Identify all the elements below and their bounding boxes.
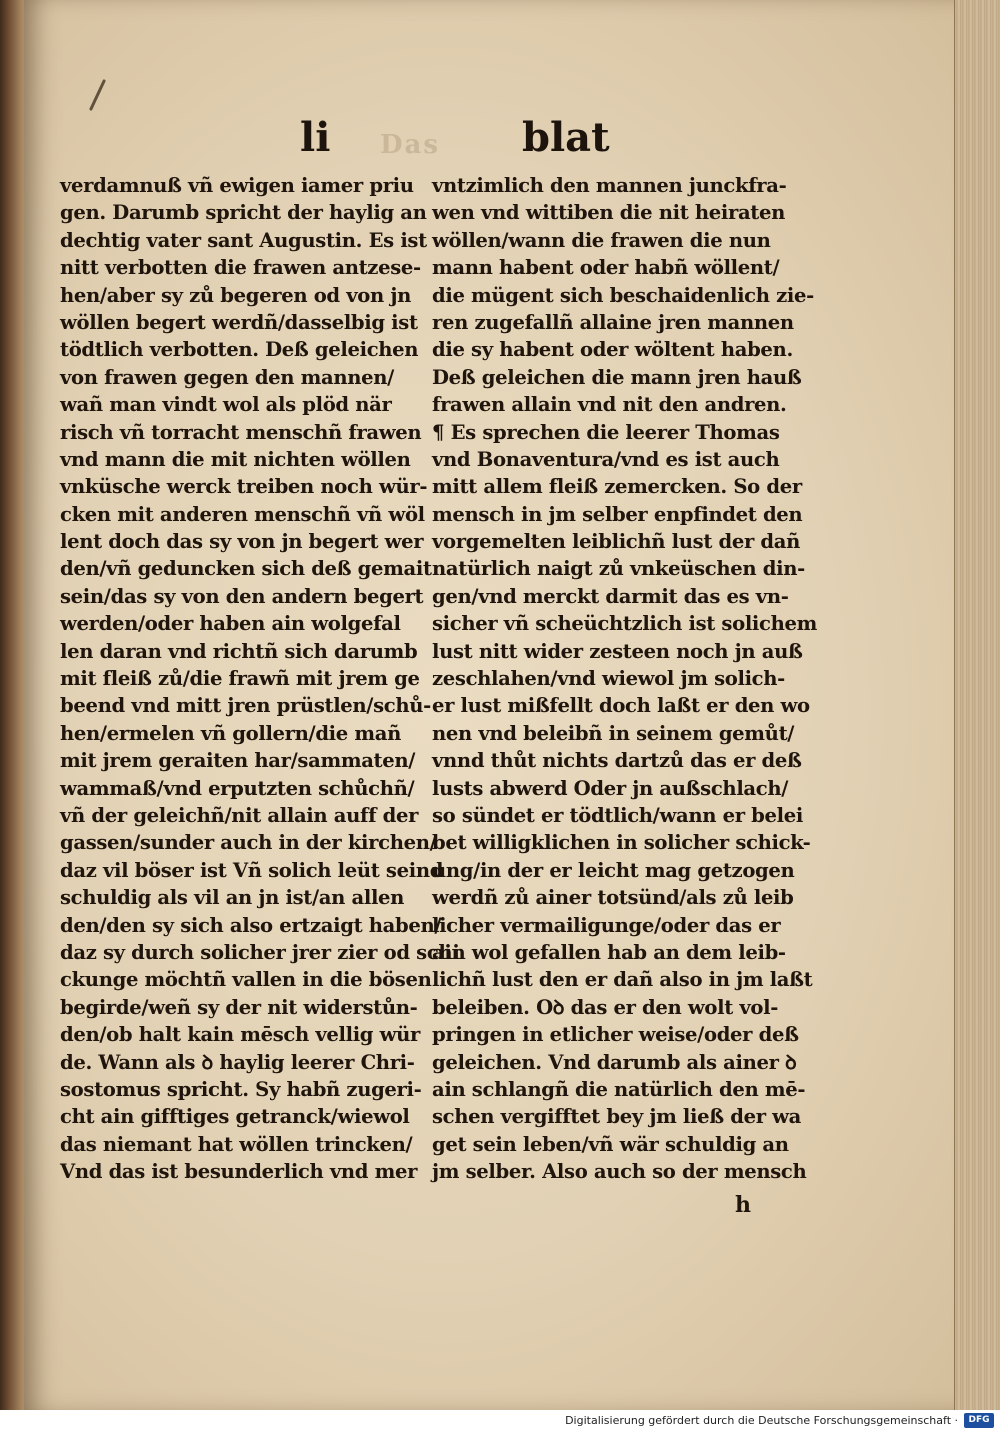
text-line: vñ der geleichñ/nit allain auff der	[60, 803, 419, 827]
text-line: mensch in jm selber enpfindet den	[432, 502, 803, 526]
text-line: cken mit anderen menschñ vñ wöl	[60, 502, 425, 526]
text-line: gen. Darumb spricht der haylig an	[60, 201, 427, 225]
text-line: ¶ Es sprechen die leerer Thomas	[432, 420, 780, 444]
text-line: wammaß/vnd erputzten schůchñ/	[60, 776, 415, 800]
text-line: ckunge möchtñ vallen in die bösen	[60, 968, 432, 992]
text-line: len daran vnd richtñ sich darumb	[60, 639, 418, 663]
show-through-text: Das	[380, 130, 441, 160]
text-line: sein/das sy von den andern begert	[60, 584, 424, 608]
text-line: sicher vñ scheüchtzlich ist solichem	[432, 612, 817, 636]
text-line: zeschlahen/vnd wiewol jm solich-	[432, 667, 785, 691]
text-line: von frawen gegen den mannen/	[60, 365, 394, 389]
text-line: dechtig vater sant Augustin. Es ist	[60, 228, 427, 252]
text-line: begirde/weñ sy der nit widerstůn-	[60, 995, 418, 1019]
page-edges	[954, 0, 1000, 1410]
text-line: risch vñ torracht menschñ frawen	[60, 420, 422, 444]
text-line: den/den sy sich also ertzaigt haben/	[60, 913, 442, 937]
text-line: wöllen begert werdñ/dasselbig ist	[60, 310, 418, 334]
text-line: mitt allem fleiß zemercken. So der	[432, 475, 802, 499]
text-line: so sündet er tödtlich/wann er belei	[432, 803, 803, 827]
folio-number: li	[300, 114, 331, 161]
text-line: den/vñ geduncken sich deß gemait	[60, 557, 432, 581]
text-line: lent doch das sy von jn begert wer	[60, 530, 424, 554]
text-line: gassen/sunder auch in der kirchen/	[60, 831, 437, 855]
text-line: natürlich naigt zů vnkeüschen din-	[432, 557, 805, 581]
text-line: Deß geleichen die mann jren hauß	[432, 365, 802, 389]
text-line: hen/aber sy zů begeren od von jn	[60, 283, 411, 307]
text-line: frawen allain vnd nit den andren.	[432, 393, 787, 417]
text-line: cht ain gifftiges getranck/wiewol	[60, 1105, 410, 1129]
text-column-right	[432, 172, 817, 1185]
text-line: bet willigklichen in solicher schick-	[432, 831, 811, 855]
text-line: die sy habent oder wöltent haben.	[432, 338, 793, 362]
running-title: blat	[522, 114, 610, 161]
text-line: ung/in der er leicht mag getzogen	[432, 858, 795, 882]
text-line: beleiben. Oꝺ das er den wolt vol-	[432, 995, 779, 1019]
text-line: tödtlich verbotten. Deß geleichen	[60, 338, 419, 362]
text-line: das niemant hat wöllen trincken/	[60, 1132, 413, 1156]
text-line: get sein leben/vñ wär schuldig an	[432, 1132, 789, 1156]
text-line: wañ man vindt wol als plöd när	[60, 393, 392, 417]
text-line: ain schlangñ die natürlich den mē-	[432, 1077, 806, 1101]
text-line: wöllen/wann die frawen die nun	[432, 228, 771, 252]
text-line: vnnd thůt nichts dartzů das er deß	[432, 749, 802, 773]
text-line: pringen in etlicher weise/oder deß	[432, 1023, 799, 1047]
text-line: lust nitt wider zesteen noch jn auß	[432, 639, 803, 663]
text-line: ren zugefallñ allaine jren mannen	[432, 310, 794, 334]
text-line: verdamnuß vñ ewigen iamer priu	[60, 174, 414, 197]
text-line: geleichen. Vnd darumb als ainer ꝺ	[432, 1050, 797, 1074]
signature-mark: h	[735, 1192, 751, 1218]
text-line: de. Wann als ꝺ haylig leerer Chri-	[60, 1050, 415, 1074]
text-line: mit jrem geraiten har/sammaten/	[60, 749, 416, 773]
text-line: Vnd das ist besunderlich vnd mer	[60, 1160, 418, 1184]
text-line: daz vil böser ist Vñ solich leüt seind	[60, 858, 444, 882]
text-line: schuldig als vil an jn ist/an allen	[60, 886, 405, 910]
text-line: werden/oder haben ain wolgefal	[60, 612, 401, 636]
footer-bar	[0, 1410, 1000, 1433]
text-line: daz sy durch solicher jrer zier od schi	[60, 940, 460, 964]
text-line: nitt verbotten die frawen antzese-	[60, 256, 421, 280]
text-line: vnküsche werck treiben noch wür-	[60, 475, 428, 499]
text-line: licher vermailigunge/oder das er	[432, 913, 781, 937]
text-line: beend vnd mitt jren prüstlen/schů-	[60, 694, 431, 718]
text-line: vnd Bonaventura/vnd es ist auch	[432, 447, 780, 471]
text-line: die mügent sich beschaidenlich zie-	[432, 283, 814, 307]
text-line: gen/vnd merckt darmit das es vn-	[432, 584, 789, 608]
text-line: mit fleiß zů/die frawñ mit jrem ge	[60, 667, 420, 691]
text-line: vntzimlich den mannen junckfra-	[432, 174, 787, 197]
text-line: den/ob halt kain mēsch vellig wür	[60, 1023, 421, 1047]
text-column-left	[60, 172, 460, 1185]
text-line: mann habent oder habñ wöllent/	[432, 256, 780, 280]
text-line: er lust mißfellt doch laßt er den wo	[432, 694, 810, 718]
text-line: ain wol gefallen hab an dem leib-	[432, 940, 786, 964]
text-line: hen/ermelen vñ gollern/die mañ	[60, 721, 401, 745]
text-line: sostomus spricht. Sy habñ zugeri-	[60, 1077, 422, 1101]
text-line: jm selber. Also auch so der mensch	[432, 1160, 807, 1184]
text-line: nen vnd beleibñ in seinem gemůt/	[432, 721, 795, 745]
text-line: wen vnd wittiben die nit heiraten	[432, 201, 786, 225]
text-line: lusts abwerd Oder jn außschlach/	[432, 776, 789, 800]
funding-credit: Digitalisierung gefördert durch die Deutsche Forschungsgemeinschaft ·	[565, 1414, 958, 1427]
text-line: schen vergifftet bey jm ließ der wa	[432, 1105, 802, 1129]
text-line: werdñ zů ainer totsünd/als zů leib	[432, 886, 794, 910]
text-line: vorgemelten leiblichñ lust der dañ	[432, 530, 800, 554]
dfg-logo: DFG	[964, 1413, 994, 1428]
text-line: vnd mann die mit nichten wöllen	[60, 447, 411, 471]
text-line: lichñ lust den er dañ also in jm laßt	[432, 968, 813, 992]
